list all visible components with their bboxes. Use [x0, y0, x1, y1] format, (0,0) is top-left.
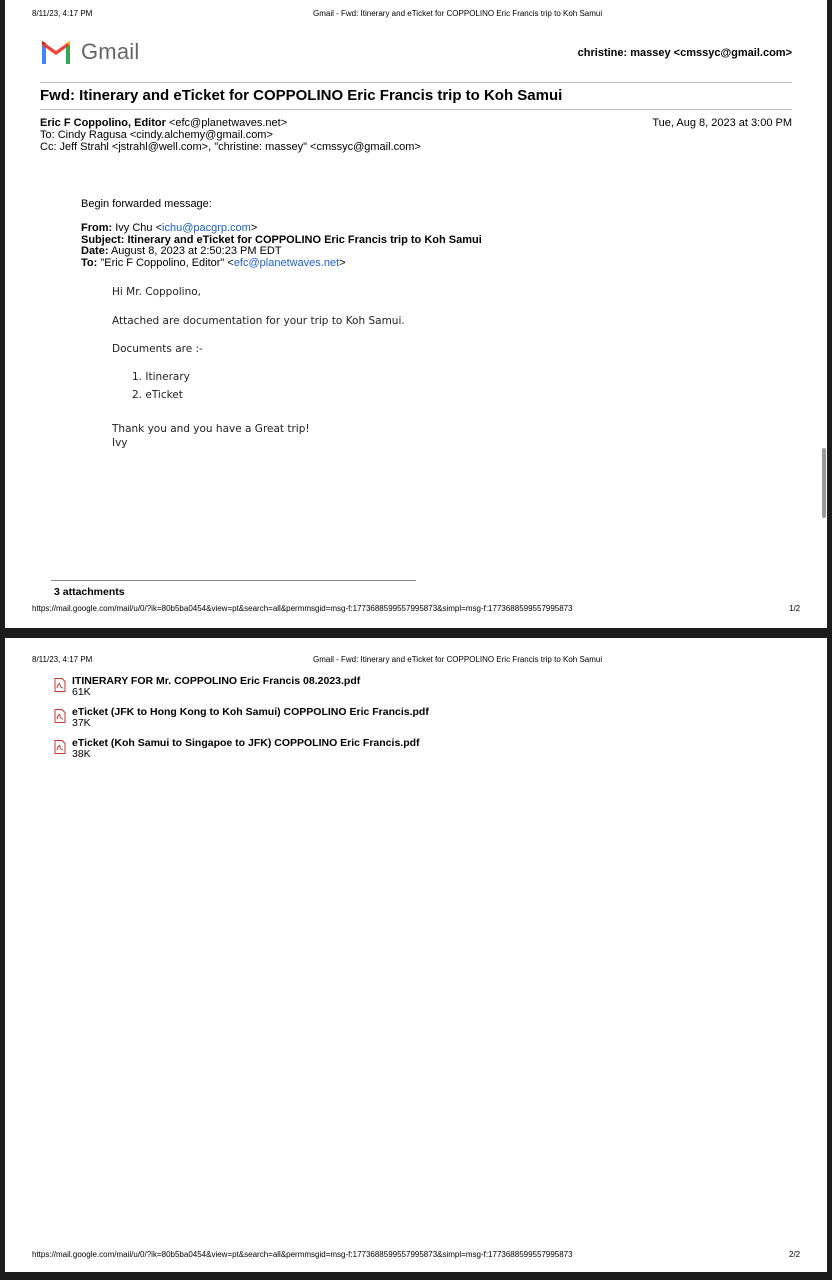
from-close: >	[250, 222, 258, 234]
forwarded-intro: Begin forwarded message:	[81, 198, 212, 210]
attachment-link[interactable]: ITINERARY FOR Mr. COPPOLINO Eric Francis 08.2023.pdf	[72, 675, 361, 687]
page-number: 2/2	[789, 1250, 801, 1259]
message-line: Documents are :-	[112, 343, 203, 355]
footer-url: https://mail.google.com/mail/u/0/?ik=80b5ba0454&view=pt&search=all&permmsgid=msg-f:1773688599557995873&simpl=msg-f:1773688599557995873	[32, 604, 573, 613]
email-date: Tue, Aug 8, 2023 at 3:00 PM	[652, 117, 792, 129]
recipients-cc: Cc: Jeff Strahl <jstrahl@well.com>, "christine: massey" <cmssyc@gmail.com>	[40, 141, 421, 153]
footer-url: https://mail.google.com/mail/u/0/?ik=80b5ba0454&view=pt&search=all&permmsgid=msg-f:1773688599557995873&simpl=msg-f:1773688599557995873	[32, 1250, 573, 1259]
message-closing: Thank you and you have a Great trip!	[112, 423, 310, 435]
print-page-1	[5, 0, 827, 628]
print-datetime: 8/11/23, 4:17 PM	[32, 9, 93, 18]
attachment-link[interactable]: eTicket (Koh Samui to Singapoe to JFK) COPPOLINO Eric Francis.pdf	[72, 737, 420, 749]
email-subject: Fwd: Itinerary and eTicket for COPPOLINO Eric Francis trip to Koh Samui	[40, 87, 563, 104]
sender-name: Eric F Coppolino, Editor	[40, 117, 166, 129]
account-name: christine: massey <cmssyc@gmail.com>	[577, 47, 792, 59]
from-email-link[interactable]: ichu@pacgrp.com	[162, 222, 251, 234]
to-name: "Eric F Coppolino, Editor" <	[100, 257, 234, 269]
print-datetime: 8/11/23, 4:17 PM	[32, 655, 93, 664]
print-page-2	[5, 638, 827, 1272]
forwarded-from	[81, 222, 257, 234]
scrollbar-thumb[interactable]	[822, 448, 826, 518]
gmail-m-icon	[40, 40, 72, 64]
gmail-wordmark: Gmail	[81, 39, 140, 64]
sender-email: <efc@planetwaves.net>	[168, 117, 288, 129]
date-value: August 8, 2023 at 2:50:23 PM EDT	[110, 245, 282, 257]
recipients-to: To: Cindy Ragusa <cindy.alchemy@gmail.com>	[40, 129, 273, 141]
attachment-link[interactable]: eTicket (JFK to Hong Kong to Koh Samui) COPPOLINO Eric Francis.pdf	[72, 706, 429, 718]
message-signature: Ivy	[112, 437, 128, 449]
from-name: Ivy Chu <	[115, 222, 163, 234]
forwarded-subject: Subject: Itinerary and eTicket for COPPOLINO Eric Francis trip to Koh Samui	[81, 234, 482, 246]
list-item: 1. Itinerary	[132, 371, 190, 383]
print-title: Gmail - Fwd: Itinerary and eTicket for COPPOLINO Eric Francis trip to Koh Samui	[313, 9, 603, 18]
print-title: Gmail - Fwd: Itinerary and eTicket for COPPOLINO Eric Francis trip to Koh Samui	[313, 655, 603, 664]
pdf-file-icon	[54, 740, 66, 754]
divider	[40, 109, 792, 110]
pdf-file-icon	[54, 678, 66, 692]
sender	[40, 117, 287, 129]
date-label: Date:	[81, 245, 109, 257]
forwarded-to	[81, 257, 346, 269]
attachments-count: 3 attachments	[54, 586, 125, 598]
from-label: From:	[81, 222, 113, 234]
attachments-divider	[51, 580, 416, 581]
message-greeting: Hi Mr. Coppolino,	[112, 286, 201, 298]
to-label: To:	[81, 257, 98, 269]
message-line: Attached are documentation for your trip to Koh Samui.	[112, 315, 405, 327]
divider	[40, 82, 792, 83]
list-item: 2. eTicket	[132, 389, 183, 401]
attachment-size: 37K	[72, 717, 91, 729]
forwarded-date	[81, 245, 282, 257]
page-number: 1/2	[789, 604, 801, 613]
to-email-link[interactable]: efc@planetwaves.net	[233, 257, 340, 269]
attachment-size: 38K	[72, 748, 91, 760]
attachment-size: 61K	[72, 686, 91, 698]
pdf-file-icon	[54, 709, 66, 723]
to-close: >	[339, 257, 346, 269]
